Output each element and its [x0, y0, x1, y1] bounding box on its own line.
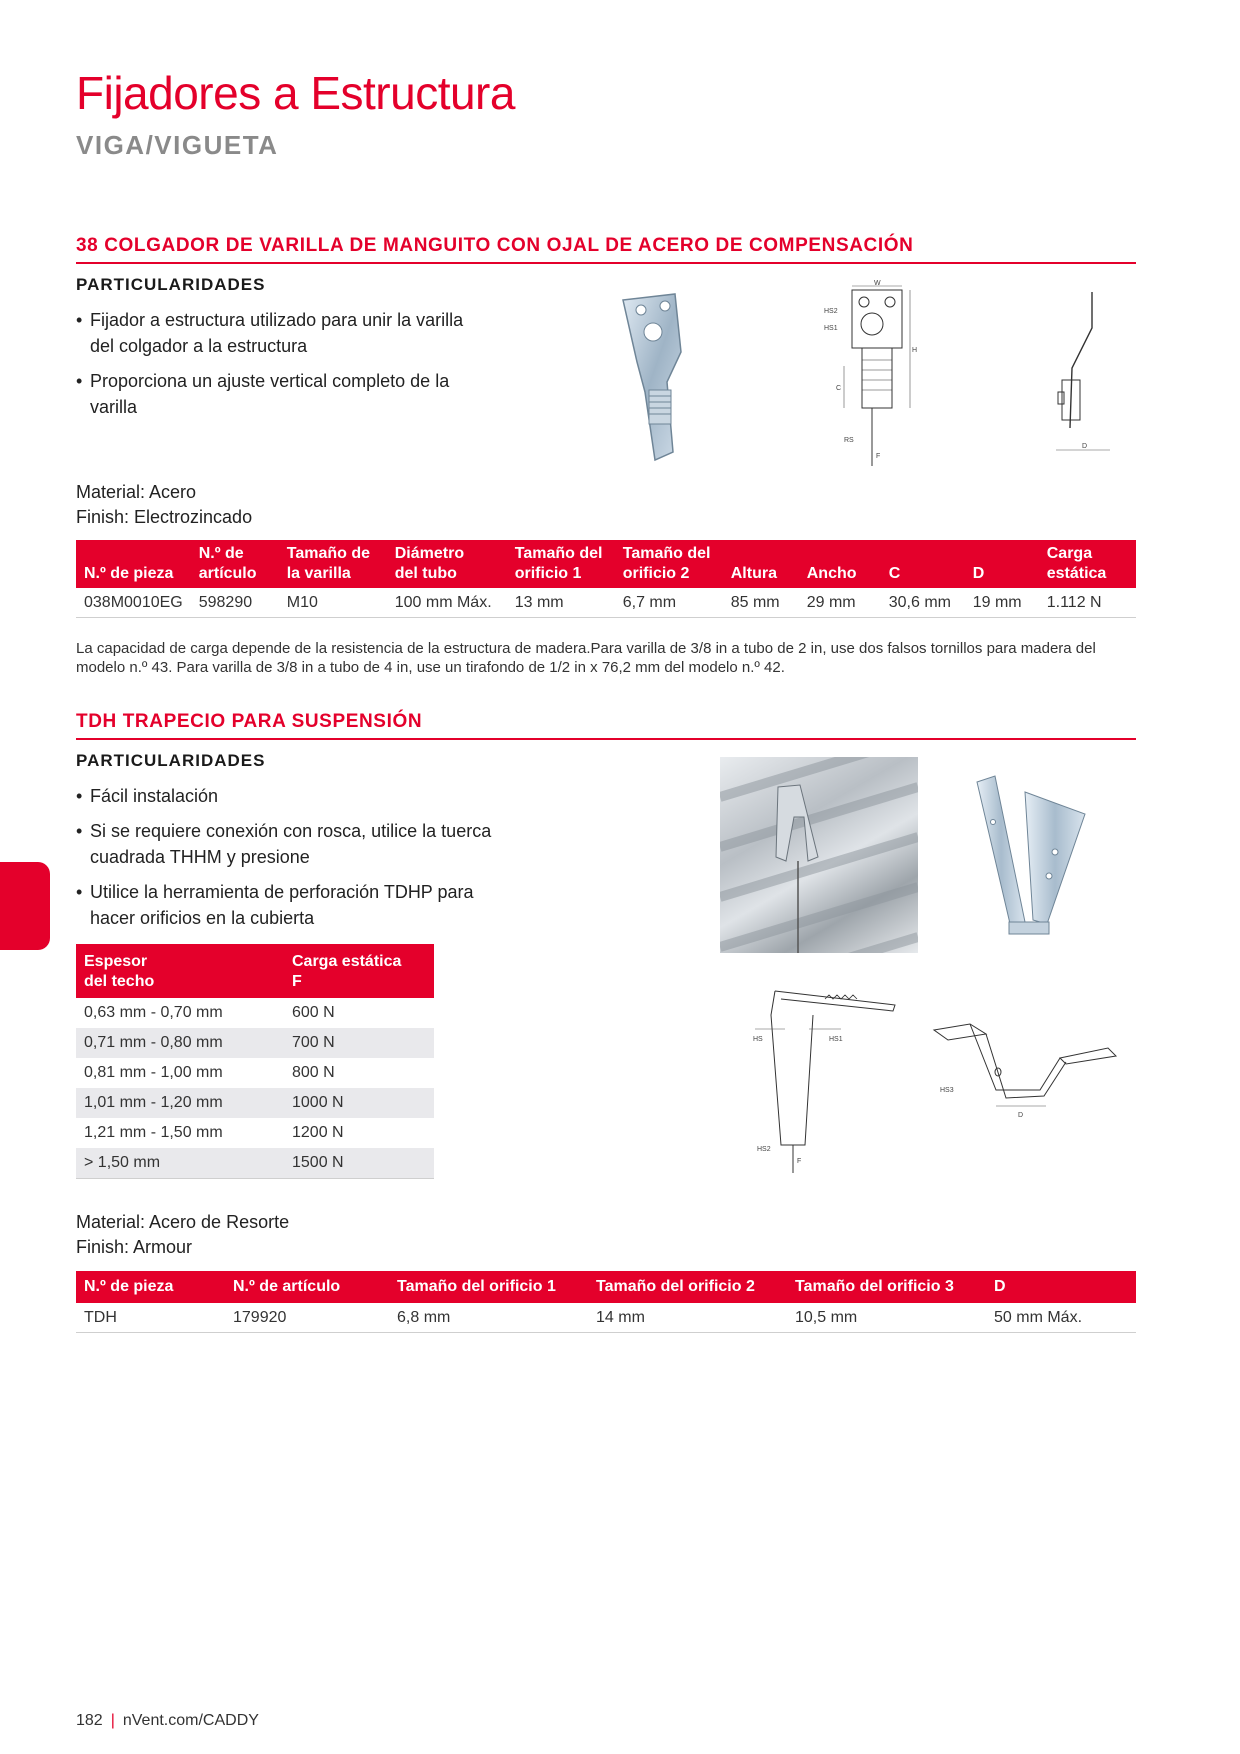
table-header-cell: D [965, 540, 1039, 588]
page-number: 182 [76, 1712, 103, 1729]
table-cell: 85 mm [723, 588, 799, 618]
section2-material: Material: Acero de Resorte [76, 1212, 290, 1232]
section2-finish: Finish: Armour [76, 1237, 193, 1257]
tdh-front-drawing [745, 985, 905, 1175]
section2-spec-table [76, 1271, 1136, 1333]
table-header-cell: N.º de pieza [76, 1271, 225, 1303]
list-item: • Si se requiere conexión con rosca, utilice la tuerca cuadrada THHM y presione [76, 818, 496, 870]
colgador-front-drawing [810, 278, 930, 468]
list-item: • Fácil instalación [76, 783, 496, 809]
table-header-row [76, 1271, 1136, 1303]
table-cell: 0,63 mm - 0,70 mm [84, 1004, 223, 1021]
table-cell: 0,71 mm - 0,80 mm [76, 1028, 284, 1058]
table-cell: 038M0010EG [76, 588, 191, 618]
table-cell: 6,8 mm [389, 1303, 588, 1333]
table-cell: 1500 N [284, 1148, 434, 1179]
table-cell: 10,5 mm [787, 1303, 986, 1333]
section1-particularities-label: PARTICULARIDADES [76, 275, 266, 294]
dim-label-rs: RS [844, 437, 854, 444]
dim-label-c: C [836, 385, 842, 392]
dim-label-f: F [876, 453, 881, 460]
dim-label-hs1: HS1 [829, 1036, 843, 1043]
section1-bullet-list [76, 307, 486, 429]
dim-label-h: H [912, 347, 918, 354]
table-header-cell: Espesor del techo [76, 944, 284, 998]
table-cell: 29 mm [799, 588, 881, 618]
table-header-cell: Tamaño de la varilla [279, 540, 387, 588]
table-cell: 1000 N [284, 1088, 434, 1118]
page-title: Fijadores a Estructura [76, 67, 515, 119]
table-cell: M10 [279, 588, 387, 618]
table-header-cell: N.º de artículo [191, 540, 279, 588]
table-row [76, 1028, 434, 1058]
table-cell: 1200 N [292, 1124, 344, 1141]
table-header-cell: Altura [723, 540, 799, 588]
side-tab-marker [0, 862, 50, 950]
table-header-cell: Diámetro del tubo [387, 540, 507, 588]
section2-particularities-label: PARTICULARIDADES [76, 751, 266, 770]
table-cell: 179920 [225, 1303, 389, 1333]
table-row [76, 1303, 1136, 1333]
list-item: • Fijador a estructura utilizado para unir la varilla del colgador a la estructura [76, 307, 486, 359]
table-row [76, 1088, 434, 1118]
table-cell: 598290 [191, 588, 279, 618]
footer-link[interactable]: nVent.com/CADDY [122, 1712, 259, 1729]
table-header-cell: Tamaño del orificio 3 [787, 1271, 986, 1303]
table-header-cell: Carga estática [1039, 540, 1136, 588]
dim-label-d: D [1018, 1112, 1024, 1119]
page-footer [76, 1712, 259, 1730]
section1-rule [76, 262, 1136, 264]
table-header-row [76, 944, 434, 998]
section1-material: Material: Acero [76, 482, 197, 502]
dim-label-hs1: HS1 [824, 325, 838, 332]
table-header-cell: Tamaño del orificio 1 [389, 1271, 588, 1303]
list-item: • Proporciona un ajuste vertical completo de la varilla [76, 368, 486, 420]
table-header-cell: Tamaño del orificio 2 [588, 1271, 787, 1303]
tdh-installed-photo [720, 757, 918, 953]
table-cell: 14 mm [588, 1303, 787, 1333]
table-row [76, 1058, 434, 1088]
section2-heading: TDH TRAPECIO PARA SUSPENSIÓN [76, 711, 423, 732]
table-cell: 600 N [292, 1004, 335, 1021]
section1-spec-table [76, 540, 1136, 618]
table-row [76, 1118, 434, 1148]
table-cell: 100 mm Máx. [387, 588, 507, 618]
table-header-row [76, 540, 1136, 588]
colgador-side-drawing [1040, 288, 1120, 468]
table-header-cell: N.º de artículo [225, 1271, 389, 1303]
dim-label-hs: HS [753, 1036, 763, 1043]
section2-bullet-list [76, 783, 496, 940]
table-header-cell: Carga estática F [284, 944, 434, 998]
table-row [76, 588, 1136, 618]
table-cell: 50 mm Máx. [986, 1303, 1136, 1333]
table-header-cell: D [986, 1271, 1136, 1303]
table-cell: 1,01 mm - 1,20 mm [76, 1088, 284, 1118]
table-cell: TDH [76, 1303, 225, 1333]
dim-label-hs2: HS2 [757, 1146, 771, 1153]
table-header-cell: C [881, 540, 965, 588]
dim-label-f: F [797, 1158, 802, 1165]
section1-note: La capacidad de carga depende de la resistencia de la estructura de madera.Para varilla de 3/8 in a tubo de 2 in, use dos falsos tornillos para madera del modelo n.º 43. Para varilla de 3/8 in a tubo de 4 in, use un tirafondo de 1/2 in x 76,2 mm del modelo n.º 42. [76, 640, 1096, 676]
table-header-cell: Ancho [799, 540, 881, 588]
table-row [76, 1148, 434, 1179]
page-subtitle: VIGA/VIGUETA [76, 130, 279, 160]
footer-separator: | [110, 1712, 115, 1729]
tdh-side-drawing [930, 1020, 1130, 1130]
section2-rule [76, 738, 1136, 740]
table-header-cell: Tamaño del orificio 1 [507, 540, 615, 588]
colgador-product-image [615, 292, 695, 462]
table-row [76, 998, 434, 1028]
table-cell: 19 mm [965, 588, 1039, 618]
dim-label-w: W [874, 280, 881, 287]
table-header-cell: Tamaño del orificio 2 [615, 540, 723, 588]
tdh-product-image [965, 772, 1105, 940]
table-cell: 6,7 mm [615, 588, 723, 618]
section1-heading: 38 COLGADOR DE VARILLA DE MANGUITO CON OJAL DE ACERO DE COMPENSACIÓN [76, 235, 914, 256]
section1-finish: Finish: Electrozincado [76, 507, 253, 527]
table-cell: 1.112 N [1039, 588, 1136, 618]
dim-label-hs2: HS2 [824, 308, 838, 315]
table-cell: 13 mm [507, 588, 615, 618]
table-cell: 30,6 mm [881, 588, 965, 618]
dim-label-hs3: HS3 [940, 1087, 954, 1094]
table-cell: 800 N [292, 1064, 335, 1081]
table-header-cell: N.º de pieza [76, 540, 191, 588]
section2-load-table [76, 944, 434, 1179]
list-item: • Utilice la herramienta de perforación TDHP para hacer orificios en la cubierta [76, 879, 496, 931]
table-cell: 1,21 mm - 1,50 mm [84, 1124, 223, 1141]
table-cell: > 1,50 mm [76, 1148, 284, 1179]
dim-label-d: D [1082, 443, 1088, 450]
table-cell: 700 N [284, 1028, 434, 1058]
table-cell: 0,81 mm - 1,00 mm [84, 1064, 223, 1081]
